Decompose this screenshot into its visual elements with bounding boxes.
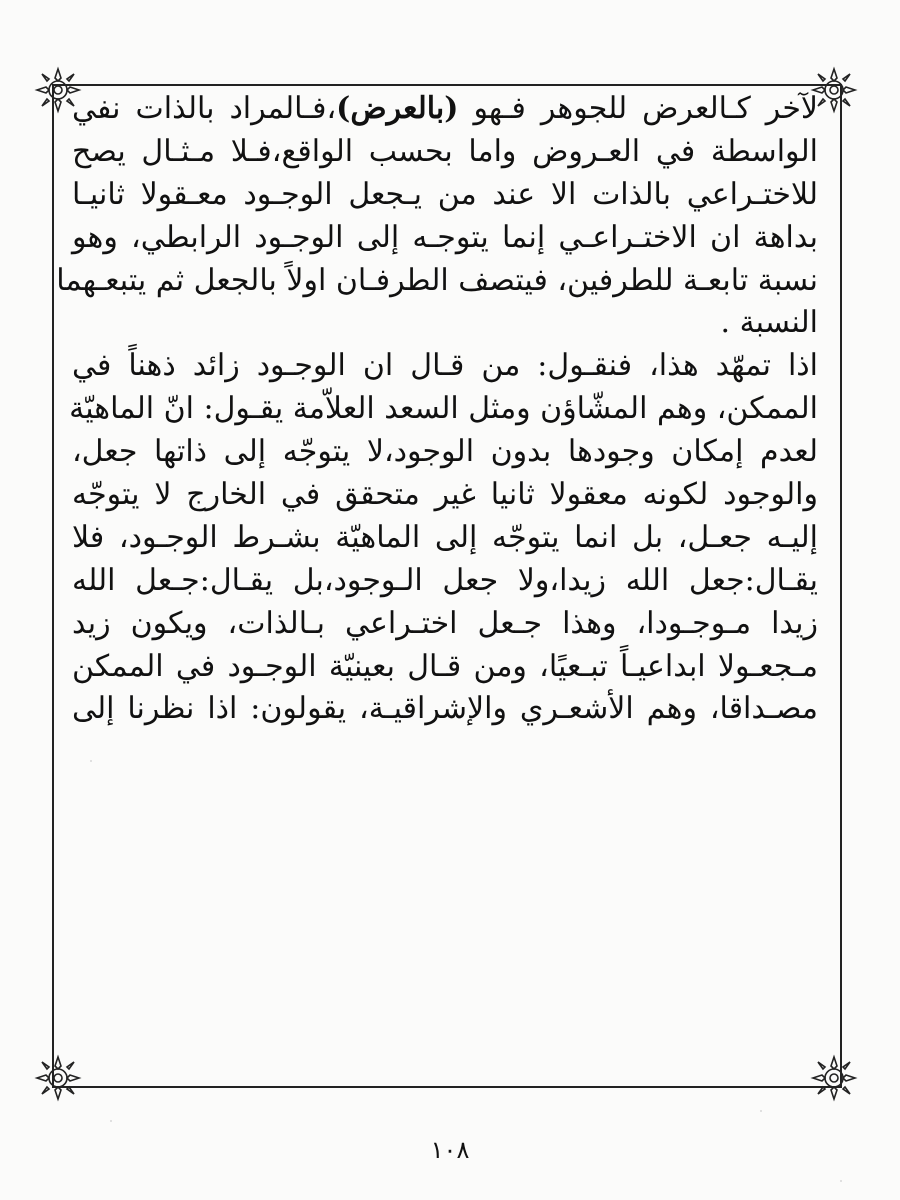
scan-speck (90, 760, 92, 762)
text-line (72, 88, 818, 131)
text-line: والوجود لكونه معقولا ثانيا غير متحقق في الخارج لا يتوجّه (72, 477, 818, 513)
text-line: الممكن، وهم المشّاؤن ومثل السعد العلاّمة يقـول: انّ الماهيّة (69, 391, 818, 427)
scan-speck (840, 1180, 842, 1182)
text-line: لعدم إمكان وجودها بدون الوجود،لا يتوجّه إلى ذاتها جعل، (72, 434, 818, 470)
text-fragment-bold: (بالعرض) (336, 91, 459, 126)
text-line: بداهة ان الاختـراعـي إنما يتوجـه إلى الوجـود الرابطي، وهو (72, 219, 818, 255)
text-line: مصـداقا، وهم الأشعـري والإشراقيـة، يقولون: اذا نظرنا إلى (72, 691, 818, 727)
text-fragment: ،فـالمراد بالذات نفي (72, 91, 337, 126)
text-line: زيدا مـوجـودا، وهذا جـعل اختـراعي بـالذات، ويكون زيد (72, 605, 818, 641)
text-line: الواسطة في العـروض واما بحسب الواقع،فـلا مـثـال يصح (72, 133, 818, 169)
text-line: مـجعـولا ابداعيـاً تبـعيًا، ومن قـال بعينيّة الوجـود في الممكن (72, 648, 818, 684)
text-line: للاختـراعي بالذات الا عند من يـجعل الوجـود معـقولا ثانيـا (72, 176, 818, 212)
text-line: يقـال:جعل الله زيدا،ولا جعل الـوجود،بل يقـال:جـعل الله (72, 562, 818, 598)
text-fragment: لآخر كـالعرض للجوهر فـهو (473, 91, 818, 126)
ornament-corner-bottom-right-icon (810, 1054, 858, 1102)
text-line: نسبة تابعـة للطرفين، فيتصف الطرفـان اولاً بالجعل ثم يتبعـهما (56, 262, 818, 298)
scan-speck (110, 1120, 112, 1122)
text-line: إليـه جعـل، بل انما يتوجّه إلى الماهيّة بشـرط الوجـود، فلا (72, 519, 818, 555)
ornament-corner-bottom-left-icon (34, 1054, 82, 1102)
text-line: النسبة . (720, 305, 818, 341)
text-line: اذا تمهّد هذا، فنقـول: من قـال ان الوجـود زائد ذهناً في (72, 348, 818, 384)
scan-speck (760, 1110, 762, 1112)
page-number: ١٠٨ (430, 1136, 470, 1164)
page-text (56, 88, 818, 731)
